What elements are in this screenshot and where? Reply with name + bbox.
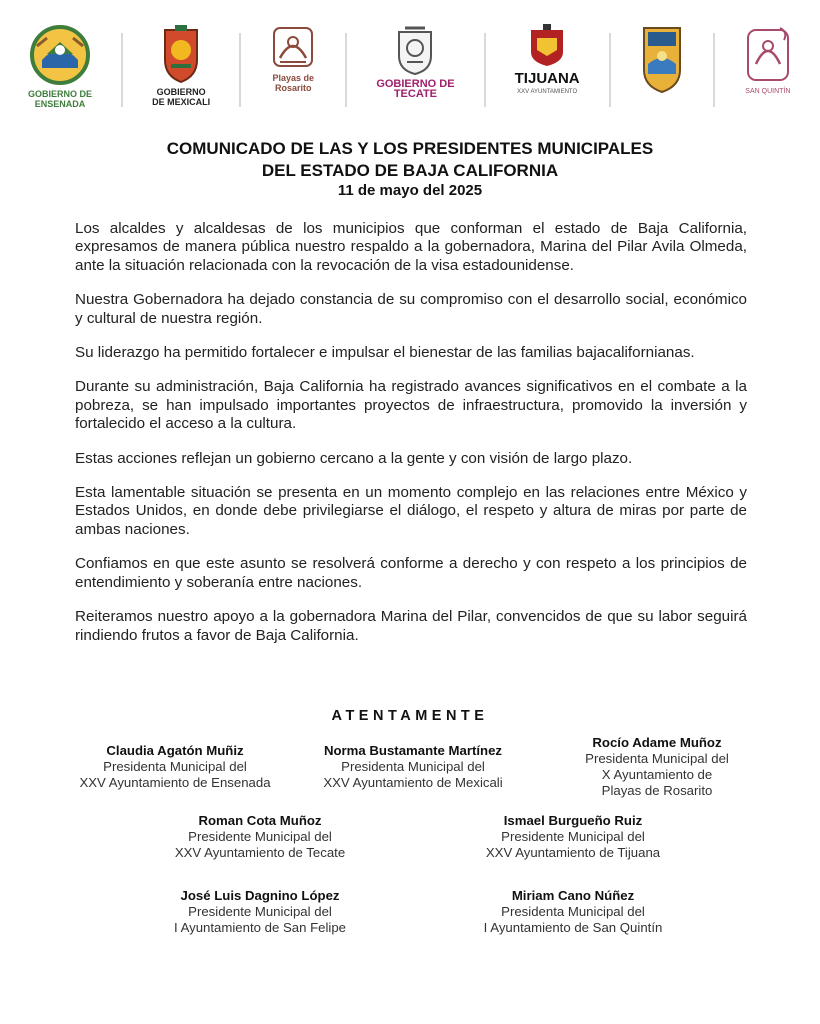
body-paragraph: Reiteramos nuestro apoyo a la gobernadora Marina del Pilar, convencidos de que su labor seguirá rindiendo frutos a favor de Baja California. bbox=[75, 608, 747, 644]
signatory-name: Rocío Adame Muñoz bbox=[592, 735, 722, 750]
logo-tijuana bbox=[515, 24, 580, 116]
san-quintin-logo-icon bbox=[744, 24, 792, 84]
mexicali-shield-icon bbox=[161, 24, 201, 84]
signature-tijuana bbox=[453, 813, 693, 861]
body-paragraph: Su liderazgo ha permitido fortalecer e impulsar el bienestar de las familias bajacalifornianas. bbox=[75, 344, 695, 362]
logo-caption: TIJUANA bbox=[514, 70, 580, 87]
communique-title bbox=[0, 138, 820, 182]
signature-ensenada bbox=[55, 743, 295, 791]
signatory-name: José Luis Dagnino López bbox=[180, 888, 340, 903]
title-line-2: DEL ESTADO DE BAJA CALIFORNIA bbox=[261, 161, 559, 180]
signature-san-felipe bbox=[132, 888, 388, 936]
signatory-title: Presidenta Municipal del bbox=[585, 751, 729, 766]
logo-divider bbox=[239, 33, 241, 107]
signature-san-quintin bbox=[453, 888, 693, 936]
logo-divider bbox=[121, 33, 123, 107]
logo-divider bbox=[609, 33, 611, 107]
signatory-title: Presidenta Municipal del bbox=[103, 759, 247, 774]
logo-caption: GOBIERNO DE TECATE bbox=[376, 78, 455, 100]
ensenada-seal-icon bbox=[29, 24, 91, 86]
logo-rosarito bbox=[270, 24, 316, 116]
signatory-title: X Ayuntamiento de bbox=[601, 767, 713, 782]
signatory-name: Miriam Cano Núñez bbox=[511, 888, 635, 903]
tecate-seal-icon bbox=[393, 24, 437, 76]
signature-rosarito bbox=[537, 735, 777, 799]
signatory-title: XXV Ayuntamiento de Tecate bbox=[174, 845, 346, 860]
communique-date: 11 de mayo del 2025 bbox=[337, 182, 483, 199]
signature-tecate bbox=[140, 813, 380, 861]
signatory-name: Norma Bustamante Martínez bbox=[323, 743, 503, 758]
title-line-1: COMUNICADO DE LAS Y LOS PRESIDENTES MUNICIPALES bbox=[166, 139, 654, 158]
closing-atentamente: ATENTAMENTE bbox=[331, 708, 489, 724]
signatory-name: Roman Cota Muñoz bbox=[198, 813, 322, 828]
logo-divider bbox=[345, 33, 347, 107]
body-paragraph: Estas acciones reflejan un gobierno cercano a la gente y con visión de largo plazo. bbox=[75, 449, 633, 467]
municipal-logos-strip bbox=[28, 22, 792, 118]
logo-caption: GOBIERNO DE ENSENADA bbox=[28, 89, 93, 109]
signatory-name: Claudia Agatón Muñiz bbox=[106, 743, 244, 758]
signatory-title: Playas de Rosarito bbox=[601, 783, 713, 798]
logo-tecate bbox=[376, 24, 454, 116]
signatory-title: XXV Ayuntamiento de Ensenada bbox=[79, 775, 271, 790]
tijuana-shield-icon bbox=[523, 24, 571, 68]
logo-caption: GOBIERNO DE MEXICALI bbox=[152, 87, 211, 107]
signatory-title: Presidente Municipal del bbox=[501, 829, 645, 844]
signatory-title: Presidente Municipal del bbox=[188, 904, 332, 919]
logo-ensenada bbox=[28, 24, 92, 116]
logo-divider bbox=[484, 33, 486, 107]
signatory-title: I Ayuntamiento de San Quintín bbox=[483, 920, 663, 935]
body-paragraph: Durante su administración, Baja California ha registrado avances significativos en el combate a la pobreza, se han impulsado importantes proyectos de infraestructura, promovido la inversión y fortalecido el acceso a la cultura. bbox=[75, 378, 747, 433]
signatory-title: XXV Ayuntamiento de Mexicali bbox=[323, 775, 503, 790]
signatory-title: Presidenta Municipal del bbox=[341, 759, 485, 774]
body-paragraph: Esta lamentable situación se presenta en un momento complejo en las relaciones entre México y Estados Unidos, en donde debe privilegiarse el diálogo, el respeto y altura de miras por parte de ambas naciones. bbox=[75, 484, 747, 538]
signatory-title: XXV Ayuntamiento de Tijuana bbox=[485, 845, 661, 860]
signatory-title: Presidente Municipal del bbox=[188, 829, 332, 844]
logo-mexicali bbox=[152, 24, 210, 116]
body-paragraph: Nuestra Gobernadora ha dejado constancia de su compromiso con el desarrollo social, económico y cultural de nuestra región. bbox=[75, 291, 747, 327]
signatory-title: Presidenta Municipal del bbox=[501, 904, 645, 919]
logo-caption: Playas de Rosarito bbox=[272, 73, 314, 93]
san-felipe-shield-icon bbox=[640, 24, 684, 94]
logo-divider bbox=[713, 33, 715, 107]
signature-mexicali bbox=[293, 743, 533, 791]
logo-caption: SAN QUINTÍN bbox=[745, 88, 791, 95]
body-paragraph: Confiamos en que este asunto se resolverá conforme a derecho y con respeto a los principios de entendimiento y soberanía entre naciones. bbox=[75, 555, 747, 591]
communique-body bbox=[75, 220, 747, 661]
body-paragraph: Los alcaldes y alcaldesas de los municipios que conforman el estado de Baja California, expresamos de manera pública nuestro respaldo a la gobernadora, Marina del Pilar Avila Olmeda, ante la situación relacionada con la revocación de la visa estadounidense. bbox=[75, 220, 747, 274]
logo-subcaption: XXV AYUNTAMIENTO bbox=[517, 89, 578, 95]
logo-san-felipe bbox=[640, 24, 684, 116]
signatory-name: Ismael Burgueño Ruiz bbox=[503, 813, 643, 828]
signatory-title: I Ayuntamiento de San Felipe bbox=[173, 920, 347, 935]
logo-san-quintin bbox=[744, 24, 792, 116]
rosarito-logo-icon bbox=[270, 24, 316, 70]
